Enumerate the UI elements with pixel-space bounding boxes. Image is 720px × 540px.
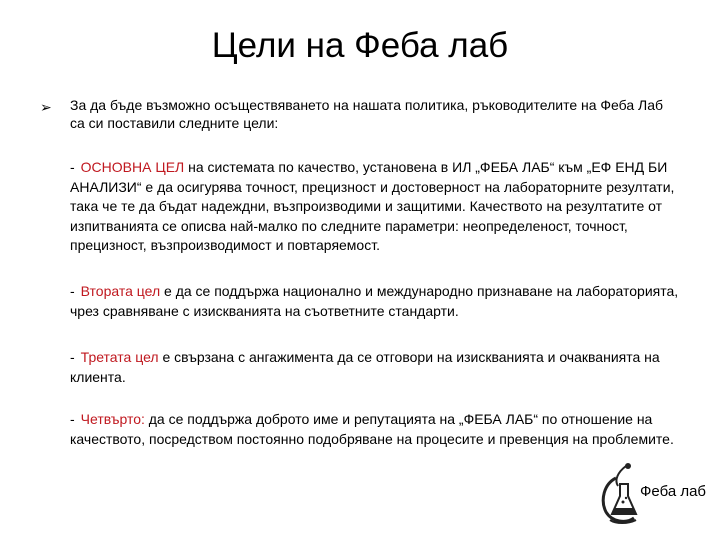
goal-text: на системата по качество, установена в ИЛ „ФЕБА ЛАБ“ към „ЕФ ЕНД БИ АНАЛИЗИ“ е да осигурява точност, прецизност и достоверност на лабораторните резултати, така че те да бъдат надеждни, възпроизводими и защитими. Качеството на резултатите от изпитванията се описва най-малко по следните параметри: неопределеност, точност, прецизност, възпроизводимост и повтаряемост. [70, 159, 675, 253]
goal-highlight: Втората цел [80, 283, 161, 299]
logo-text: Феба лаб [640, 483, 707, 500]
arrow-bullet-icon: ➢ [40, 99, 52, 115]
goal-highlight: ОСНОВНА ЦЕЛ [80, 159, 185, 175]
goal-item-third [70, 348, 690, 387]
company-logo [596, 462, 720, 526]
goal-item-second [70, 282, 690, 321]
intro-text: За да бъде възможно осъществяването на нашата политика, ръководителите на Феба Лаб са си поставили следните цели: [70, 97, 664, 131]
goal-text: е да се поддържа национално и международно признаване на лабораторията, чрез сравняване с изискванията на съответните стандарти. [70, 283, 679, 319]
intro-bullet [40, 96, 680, 132]
page-title: Цели на Феба лаб [211, 26, 509, 65]
flask-logo-icon [596, 462, 646, 526]
goal-item-fourth [70, 410, 690, 449]
dash-marker: - [70, 283, 75, 299]
goal-text: да се поддържа доброто име и репутацията на „ФЕБА ЛАБ“ по отношение на качеството, посредством постоянно подобряване на процесите и превенция на проблемите. [70, 411, 674, 447]
dash-marker: - [70, 411, 75, 427]
dash-marker: - [70, 349, 75, 365]
dash-marker: - [70, 159, 75, 175]
goal-item-main [70, 158, 690, 256]
goal-text: е свързана с ангажимента да се отговори на изискванията и очакванията на клиента. [70, 349, 660, 385]
goal-highlight: Четвърто: [80, 411, 145, 427]
goal-highlight: Третата цел [80, 349, 159, 365]
